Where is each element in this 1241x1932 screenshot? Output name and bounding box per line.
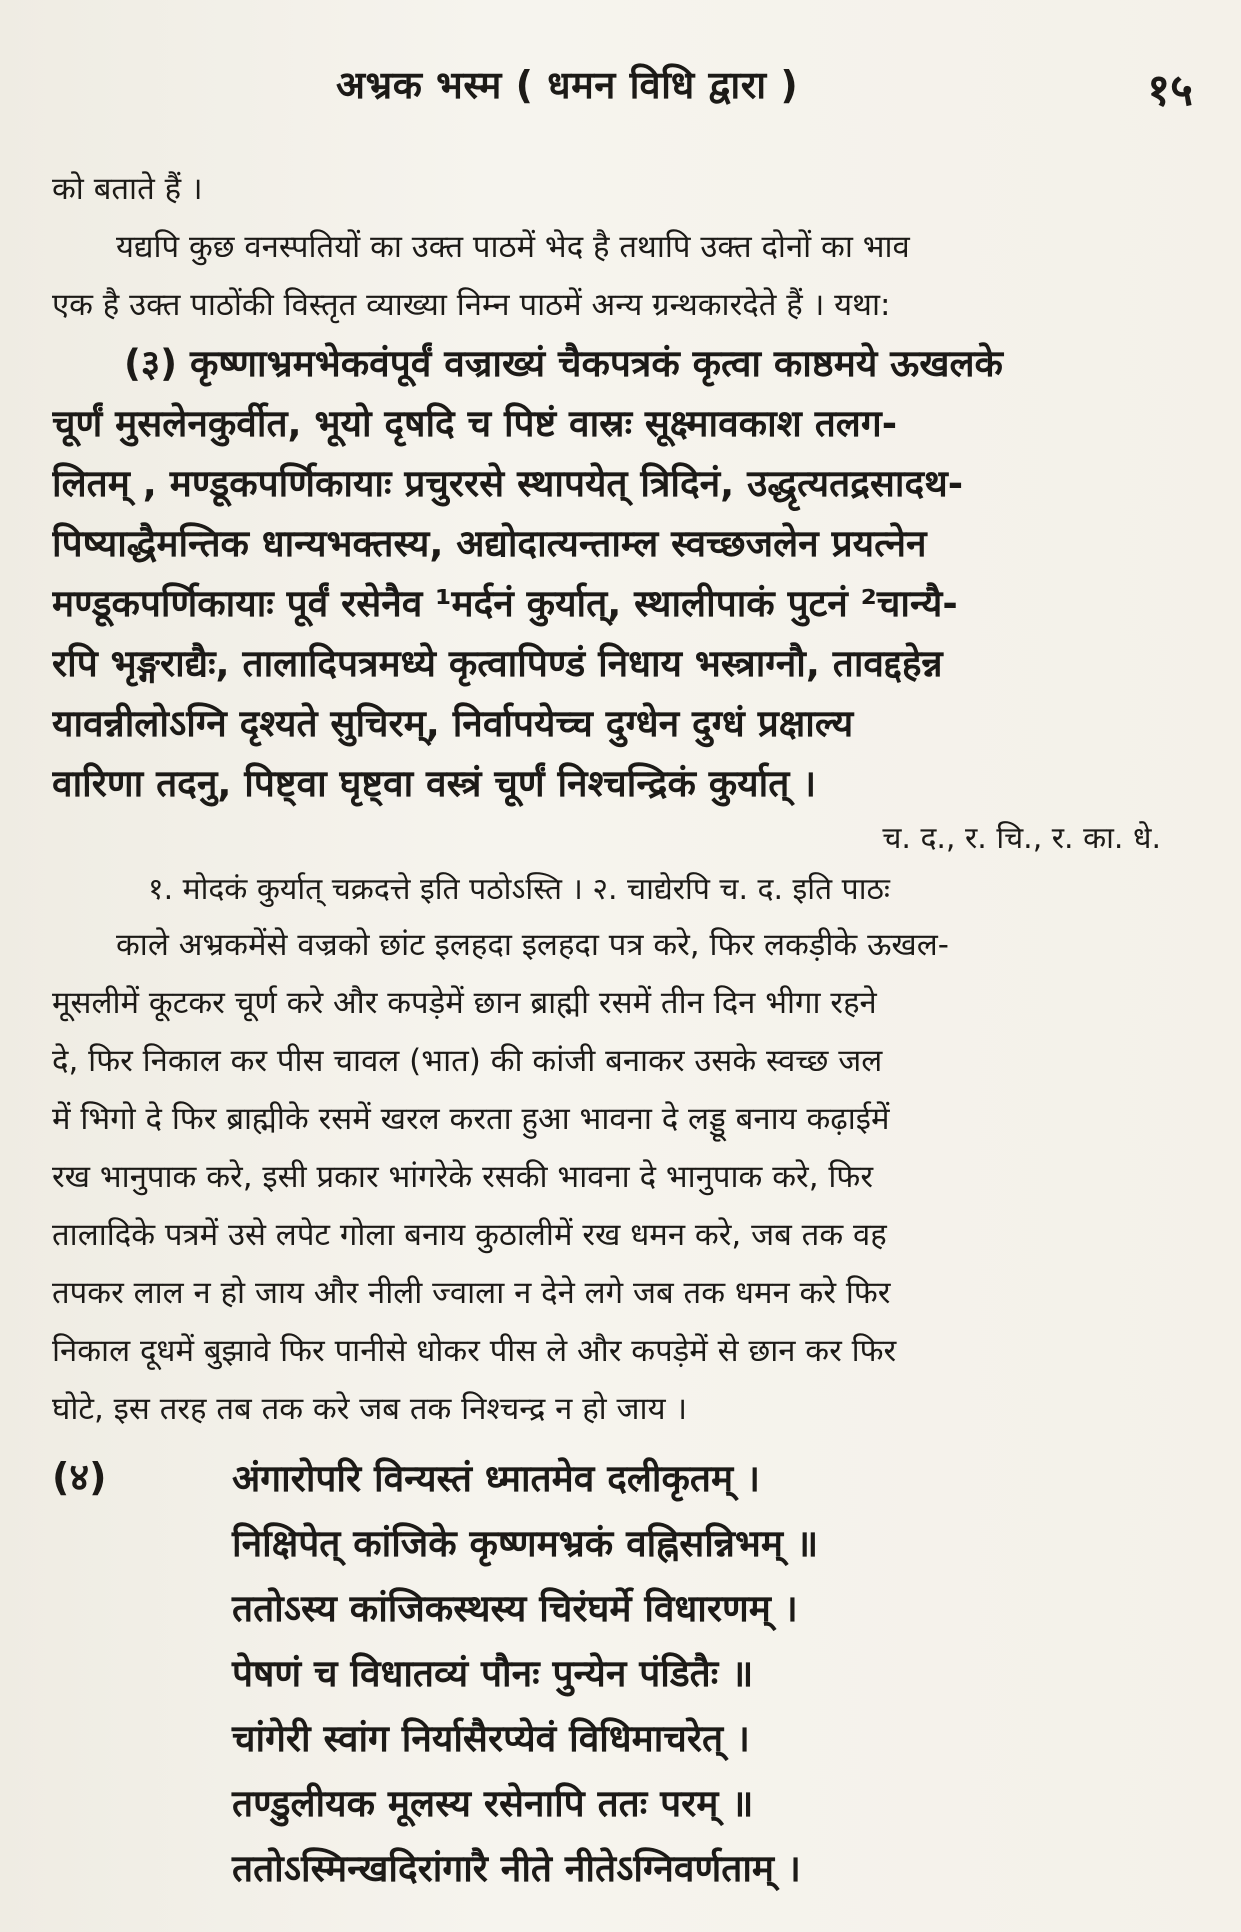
sanskrit-line: वारिणा तदनु, पिष्ट्वा घृष्ट्वा वस्त्रं चूर्णं निश्चन्द्रिकं कुर्यात् । — [52, 762, 817, 805]
sanskrit-line: मण्डूकपर्णिकायाः पूर्वं रसेनैव ¹मर्दनं कुर्यात्, स्थालीपाकं पुटनं ²चान्यै- — [52, 582, 958, 625]
translation-line: निकाल दूधमें बुझावे फिर पानीसे धोकर पीस ले और कपड़ेमें से छान कर फिर — [52, 1333, 897, 1369]
verse-line: पेषणं च विधातव्यं पौनः पुन्येन पंडितैः ॥ — [232, 1652, 754, 1695]
text-line: यद्यपि कुछ वनस्पतियों का उक्त पाठमें भेद है तथापि उक्त दोनों का भाव — [116, 229, 910, 265]
translation-line: तालादिके पत्रमें उसे लपेट गोला बनाय कुठालीमें रख धमन करे, जब तक वह — [52, 1217, 887, 1253]
sanskrit-line: यावन्नीलोऽग्नि दृश्यते सुचिरम्, निर्वापयेच्च दुग्धेन दुग्धं प्रक्षाल्य — [52, 702, 854, 745]
sanskrit-line: पिष्याद्धैमन्तिक धान्यभक्तस्य, अद्योदात्यन्ताम्ल स्वच्छजलेन प्रयत्नेन — [52, 522, 927, 565]
translation-line: घोटे, इस तरह तब तक करे जब तक निश्चन्द्र न हो जाय । — [52, 1391, 688, 1427]
translation-line: रख भानुपाक करे, इसी प्रकार भांगरेके रसकी भावना दे भानुपाक करे, फिर — [52, 1159, 874, 1195]
verse-line: अंगारोपरि विन्यस्तं ध्मातमेव दलीकृतम् । — [232, 1457, 761, 1500]
sanskrit-line: लितम् , मण्डूकपर्णिकायाः प्रचुररसे स्थापयेत् त्रिदिनं, उद्धृत्यतद्रसादथ- — [52, 462, 964, 505]
verse-line: निक्षिपेत् कांजिके कृष्णमभ्रकं वह्निसन्निभम् ॥ — [232, 1522, 819, 1565]
running-title: अभ्रक भस्म ( धमन विधि द्वारा ) — [336, 63, 799, 107]
verse-line: चांगेरी स्वांग निर्यासैरप्येवं विधिमाचरेत् । — [232, 1717, 750, 1760]
verse-line: ततोऽस्य कांजिकस्थस्य चिरंघर्मे विधारणम् । — [232, 1587, 798, 1630]
footnote: १. मोदकं कुर्यात् चक्रदत्ते इति पठोऽस्ति । २. चाद्येरपि च. द. इति पाठः — [148, 872, 890, 907]
page-number: १५ — [1147, 65, 1193, 116]
page-header — [0, 58, 1241, 118]
translation-line: मूसलीमें कूटकर चूर्ण करे और कपड़ेमें छान ब्राह्मी रसमें तीन दिन भीगा रहने — [52, 985, 877, 1021]
source-reference: च. द., र. चि., र. का. धे. — [882, 821, 1161, 856]
translation-line: काले अभ्रकमेंसे वज्रको छांट इलहदा इलहदा पत्र करे, फिर लकड़ीके ऊखल- — [116, 927, 949, 963]
sanskrit-line: रपि भृङ्गराद्यैः, तालादिपत्रमध्ये कृत्वापिण्डं निधाय भस्त्राग्नौ, तावद्दहेन्न — [52, 642, 943, 685]
translation-line: में भिगो दे फिर ब्राह्मीके रसमें खरल करता हुआ भावना दे लड्डू बनाय कढ़ाईमें — [52, 1101, 890, 1137]
text-line: एक है उक्त पाठोंकी विस्तृत व्याख्या निम्न पाठमें अन्य ग्रन्थकारदेते हैं । यथा: — [52, 287, 891, 323]
page-content — [52, 160, 1197, 1901]
text-line: को बताते हैं । — [52, 171, 203, 207]
translation-line: तपकर लाल न हो जाय और नीली ज्वाला न देने लगे जब तक धमन करे फिर — [52, 1275, 891, 1311]
verse-block — [52, 1446, 1197, 1901]
verse-line: ततोऽस्मिन्खदिरांगारै नीते नीतेऽग्निवर्णताम् । — [232, 1847, 801, 1890]
sanskrit-line: (३) कृष्णाभ्रमभेकवंपूर्वं वज्राख्यं चैकपत्रकं कृत्वा काष्ठमये ऊखलके — [124, 342, 1003, 385]
sanskrit-line: चूर्णं मुसलेनकुर्वीत, भूयो दृषदि च पिष्टं वास्रः सूक्ष्मावकाश तलग- — [52, 402, 898, 445]
verse-number: (४) — [52, 1455, 107, 1499]
translation-line: दे, फिर निकाल कर पीस चावल (भात) की कांजी बनाकर उसके स्वच्छ जल — [52, 1043, 883, 1079]
verse-line: तण्डुलीयक मूलस्य रसेनापि ततः परम् ॥ — [232, 1782, 754, 1825]
